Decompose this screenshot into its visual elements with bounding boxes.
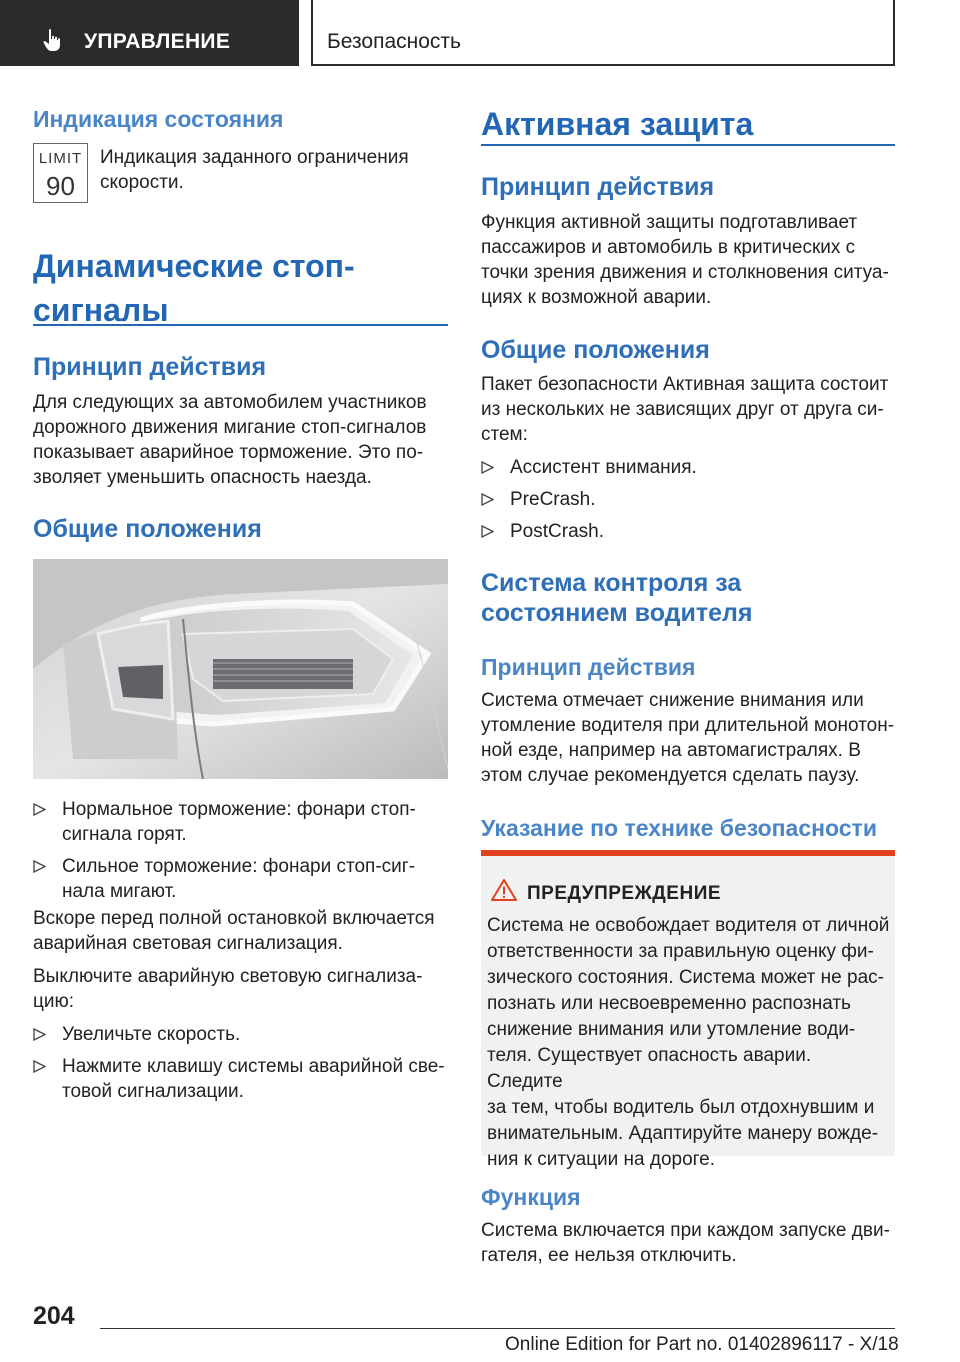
principle-text: Для следующих за автомобилем участников дорожного движения мигание стоп-сигналов показывает аварийное торможение. Это по- зволяет уменьшить опасность наезда.	[33, 392, 427, 488]
list-item: Сильное торможение: фонари стоп-сиг- нала мигают.	[33, 854, 448, 904]
header-section-tab	[0, 0, 299, 66]
header-chapter-tab	[311, 0, 895, 66]
header-section-label: УПРАВЛЕНИЕ	[84, 30, 231, 53]
section-rule	[481, 144, 895, 146]
general-text: Пакет безопасности Активная защита состоит из нескольких не зависящих друг от друга си- стем:	[481, 374, 889, 445]
warning-text: Система не освобождает водителя от личной ответственности за правильную оценку фи- зического состояния. Система может не рас- познать или несвоевременно распознать снижение внимания или утомление води- теля. Существует опасность аварии. Следите за тем, чтобы водитель был отдохнувшим и внимательным. Адаптируйте манеру вожде- ния к ситуации на дороге.	[487, 915, 890, 1170]
warning-triangle-icon	[491, 878, 517, 902]
pointing-hand-icon	[42, 28, 64, 52]
driver-principle-text: Система отмечает снижение внимания или утомление водителя при длительной монотон- ной езде, например на автомагистралях. В этом случае рекомендуется сделать паузу.	[481, 690, 895, 786]
page-number: 204	[33, 1302, 75, 1330]
warning-title: ПРЕДУПРЕЖДЕНИЕ	[527, 883, 722, 904]
function-text: Система включается при каждом запуске дви- гателя, ее нельзя отключить.	[481, 1220, 890, 1266]
status-text: Индикация заданного ограничения скорости.	[100, 147, 409, 193]
principle-title: Принцип действия	[33, 353, 267, 381]
list-item: PreCrash.	[481, 487, 895, 512]
list-item: Ассистент внимания.	[481, 455, 895, 480]
section-rule	[33, 324, 448, 326]
list-item: PostCrash.	[481, 519, 895, 544]
triangle-bullet-icon	[33, 1060, 46, 1073]
header-chapter-label: Безопасность	[327, 30, 461, 53]
off-text: Выключите аварийную световую сигнализа- цию:	[33, 966, 423, 1012]
footer-edition: Online Edition for Part no. 01402896117 - X/18	[505, 1334, 899, 1355]
status-title: Индикация состояния	[33, 106, 284, 132]
general-title: Общие положения	[481, 336, 710, 364]
driver-title: Система контроля за состоянием водителя	[481, 569, 753, 627]
speed-limit-icon	[33, 143, 88, 203]
brake-bullets	[33, 797, 448, 904]
right-column	[481, 100, 895, 1280]
section-title-brake-lights: Динамические стоп- сигналы	[33, 248, 355, 328]
warning-box	[481, 850, 895, 1170]
off-bullets	[33, 1022, 448, 1104]
safety-title: Указание по технике безопасности	[481, 815, 877, 841]
triangle-bullet-icon	[481, 525, 494, 538]
system-bullets	[481, 455, 895, 544]
triangle-bullet-icon	[33, 803, 46, 816]
triangle-bullet-icon	[33, 1028, 46, 1041]
footer-rule	[100, 1328, 895, 1329]
list-item: Увеличьте скорость.	[33, 1022, 448, 1047]
triangle-bullet-icon	[33, 860, 46, 873]
tail-light-illustration	[33, 559, 448, 779]
left-column	[33, 100, 448, 1100]
principle-title: Принцип действия	[481, 173, 715, 201]
list-item: Нажмите клавишу системы аварийной све- товой сигнализации.	[33, 1054, 448, 1104]
tail-light-photo	[33, 559, 448, 779]
limit-value: 90	[46, 171, 75, 201]
function-title: Функция	[481, 1184, 581, 1210]
triangle-bullet-icon	[481, 461, 494, 474]
principle-text: Функция активной защиты подготавливает пассажиров и автомобиль в критических с точки зрения движения и столкновения ситуа- циях к возможной аварии.	[481, 212, 889, 308]
triangle-bullet-icon	[481, 493, 494, 506]
hazard-text: Вскоре перед полной остановкой включается аварийная световая сигнализация.	[33, 908, 435, 954]
section-title-active-protection: Активная защита	[481, 106, 754, 142]
list-item: Нормальное торможение: фонари стоп- сигнала горят.	[33, 797, 448, 847]
driver-principle-title: Принцип действия	[481, 654, 696, 680]
general-title: Общие положения	[33, 515, 262, 543]
limit-label: LIMIT	[38, 150, 83, 167]
